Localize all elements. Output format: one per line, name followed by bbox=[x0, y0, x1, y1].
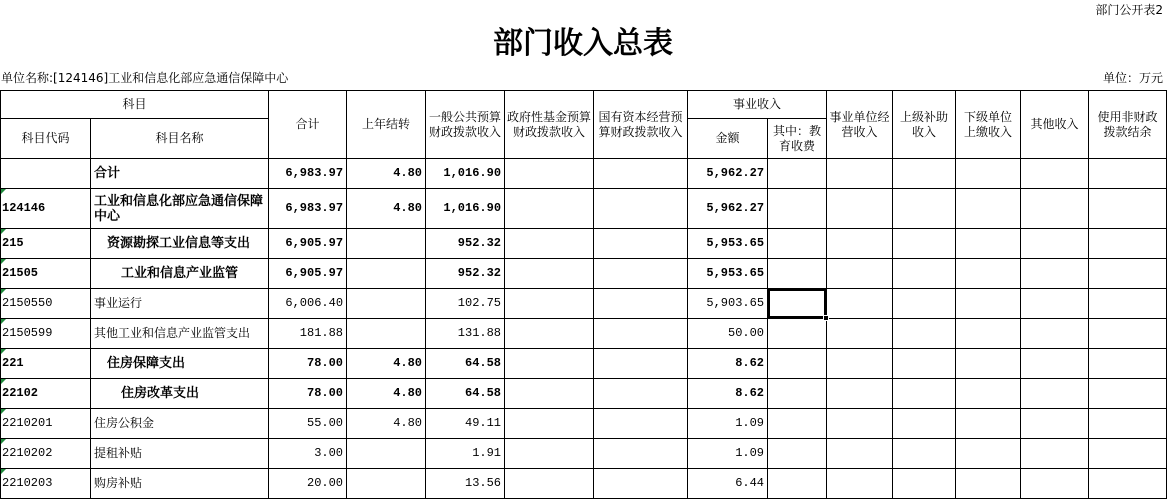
table-row bbox=[1, 439, 1167, 469]
unit-label[interactable]: 单位：万元 bbox=[1102, 71, 1163, 85]
cell-code[interactable]: 2150550 bbox=[1, 289, 91, 319]
cell-other-income[interactable] bbox=[1021, 469, 1089, 499]
header-state-capital[interactable]: 国有资本经营预算财政拨款收入 bbox=[594, 91, 688, 159]
cell-non-fiscal-balance[interactable] bbox=[1089, 259, 1167, 289]
cell-general-budget[interactable]: 131.88 bbox=[426, 319, 505, 349]
cell-other-income[interactable] bbox=[1021, 409, 1089, 439]
cell-business-amount[interactable]: 5,962.27 bbox=[688, 189, 768, 229]
cell-subordinate-turnover[interactable] bbox=[956, 409, 1021, 439]
cell-non-fiscal-balance[interactable] bbox=[1089, 319, 1167, 349]
cell-education-fee[interactable] bbox=[768, 349, 827, 379]
cell-name[interactable]: 工业和信息化部应急通信保障中心 bbox=[91, 189, 269, 229]
header-carryover[interactable]: 上年结转 bbox=[347, 91, 426, 159]
fill-handle[interactable] bbox=[823, 315, 829, 321]
page-title[interactable]: 部门收入总表 bbox=[493, 26, 673, 61]
table-row bbox=[1, 409, 1167, 439]
cell-general-budget[interactable]: 49.11 bbox=[426, 409, 505, 439]
cell-business-amount[interactable]: 5,962.27 bbox=[688, 159, 768, 189]
header-non-fiscal-balance[interactable]: 使用非财政拨款结余 bbox=[1089, 91, 1167, 159]
cell-gov-fund[interactable] bbox=[505, 379, 594, 409]
cell-operating-income[interactable] bbox=[827, 349, 893, 379]
cell-name[interactable]: 合计 bbox=[91, 159, 269, 189]
cell-superior-subsidy[interactable] bbox=[893, 159, 956, 189]
cell-operating-income[interactable] bbox=[827, 229, 893, 259]
cell-subordinate-turnover[interactable] bbox=[956, 189, 1021, 229]
cell-business-amount[interactable]: 6.44 bbox=[688, 469, 768, 499]
cell-education-fee-selected[interactable] bbox=[768, 289, 827, 319]
cell-non-fiscal-balance[interactable] bbox=[1089, 409, 1167, 439]
header-operating-income[interactable]: 事业单位经营收入 bbox=[827, 91, 893, 159]
cell-state-capital[interactable] bbox=[594, 159, 688, 189]
cell-superior-subsidy[interactable] bbox=[893, 379, 956, 409]
cell-state-capital[interactable] bbox=[594, 229, 688, 259]
cell-subordinate-turnover[interactable] bbox=[956, 469, 1021, 499]
header-education-fee[interactable]: 其中：教育收费 bbox=[768, 119, 827, 159]
cell-education-fee[interactable] bbox=[768, 469, 827, 499]
header-business-amount[interactable]: 金额 bbox=[688, 119, 768, 159]
cell-state-capital[interactable] bbox=[594, 409, 688, 439]
cell-non-fiscal-balance[interactable] bbox=[1089, 229, 1167, 259]
cell-carryover[interactable]: 4.80 bbox=[347, 189, 426, 229]
cell-total[interactable]: 6,006.40 bbox=[269, 289, 347, 319]
cell-carryover[interactable] bbox=[347, 289, 426, 319]
header-total[interactable]: 合计 bbox=[269, 91, 347, 159]
cell-total[interactable]: 78.00 bbox=[269, 349, 347, 379]
cell-other-income[interactable] bbox=[1021, 259, 1089, 289]
cell-gov-fund[interactable] bbox=[505, 349, 594, 379]
cell-code[interactable]: 215 bbox=[1, 229, 91, 259]
cell-superior-subsidy[interactable] bbox=[893, 409, 956, 439]
cell-gov-fund[interactable] bbox=[505, 469, 594, 499]
cell-subordinate-turnover[interactable] bbox=[956, 159, 1021, 189]
cell-total[interactable]: 181.88 bbox=[269, 319, 347, 349]
cell-operating-income[interactable] bbox=[827, 289, 893, 319]
cell-education-fee[interactable] bbox=[768, 379, 827, 409]
cell-operating-income[interactable] bbox=[827, 259, 893, 289]
cell-subordinate-turnover[interactable] bbox=[956, 289, 1021, 319]
cell-operating-income[interactable] bbox=[827, 379, 893, 409]
cell-education-fee[interactable] bbox=[768, 159, 827, 189]
table-row bbox=[1, 259, 1167, 289]
cell-carryover[interactable] bbox=[347, 229, 426, 259]
cell-carryover[interactable] bbox=[347, 319, 426, 349]
cell-carryover[interactable] bbox=[347, 259, 426, 289]
cell-other-income[interactable] bbox=[1021, 319, 1089, 349]
cell-business-amount[interactable]: 50.00 bbox=[688, 319, 768, 349]
cell-business-amount[interactable]: 5,953.65 bbox=[688, 259, 768, 289]
cell-state-capital[interactable] bbox=[594, 289, 688, 319]
header-subject-code[interactable]: 科目代码 bbox=[1, 119, 91, 159]
cell-general-budget[interactable]: 64.58 bbox=[426, 349, 505, 379]
cell-state-capital[interactable] bbox=[594, 259, 688, 289]
cell-name[interactable]: 住房公积金 bbox=[91, 409, 269, 439]
unit-name-label[interactable]: 单位名称:[124146]工业和信息化部应急通信保障中心 bbox=[1, 71, 289, 85]
cell-non-fiscal-balance[interactable] bbox=[1089, 439, 1167, 469]
sheet-tag[interactable]: 部门公开表2 bbox=[1095, 3, 1163, 17]
cell-education-fee[interactable] bbox=[768, 319, 827, 349]
cell-code[interactable]: 2150599 bbox=[1, 319, 91, 349]
cell-name[interactable]: 事业运行 bbox=[91, 289, 269, 319]
cell-other-income[interactable] bbox=[1021, 439, 1089, 469]
cell-other-income[interactable] bbox=[1021, 289, 1089, 319]
cell-gov-fund[interactable] bbox=[505, 159, 594, 189]
cell-code[interactable]: 221 bbox=[1, 349, 91, 379]
cell-general-budget[interactable]: 952.32 bbox=[426, 229, 505, 259]
cell-education-fee[interactable] bbox=[768, 229, 827, 259]
cell-state-capital[interactable] bbox=[594, 469, 688, 499]
cell-name[interactable]: 住房改革支出 bbox=[91, 379, 269, 409]
cell-general-budget[interactable]: 102.75 bbox=[426, 289, 505, 319]
cell-total[interactable]: 6,905.97 bbox=[269, 259, 347, 289]
cell-total[interactable]: 78.00 bbox=[269, 379, 347, 409]
cell-education-fee[interactable] bbox=[768, 259, 827, 289]
cell-code[interactable]: 124146 bbox=[1, 189, 91, 229]
cell-total[interactable]: 20.00 bbox=[269, 469, 347, 499]
header-general-budget[interactable]: 一般公共预算财政拨款收入 bbox=[426, 91, 505, 159]
cell-total[interactable]: 55.00 bbox=[269, 409, 347, 439]
cell-education-fee[interactable] bbox=[768, 189, 827, 229]
cell-business-amount[interactable]: 1.09 bbox=[688, 439, 768, 469]
cell-other-income[interactable] bbox=[1021, 379, 1089, 409]
cell-non-fiscal-balance[interactable] bbox=[1089, 349, 1167, 379]
cell-other-income[interactable] bbox=[1021, 159, 1089, 189]
cell-non-fiscal-balance[interactable] bbox=[1089, 379, 1167, 409]
cell-non-fiscal-balance[interactable] bbox=[1089, 189, 1167, 229]
cell-superior-subsidy[interactable] bbox=[893, 259, 956, 289]
cell-gov-fund[interactable] bbox=[505, 409, 594, 439]
cell-gov-fund[interactable] bbox=[505, 439, 594, 469]
cell-name[interactable]: 资源勘探工业信息等支出 bbox=[91, 229, 269, 259]
cell-general-budget[interactable]: 1,016.90 bbox=[426, 189, 505, 229]
cell-subordinate-turnover[interactable] bbox=[956, 229, 1021, 259]
cell-carryover[interactable] bbox=[347, 439, 426, 469]
cell-name[interactable]: 住房保障支出 bbox=[91, 349, 269, 379]
cell-non-fiscal-balance[interactable] bbox=[1089, 159, 1167, 189]
cell-business-amount[interactable]: 5,953.65 bbox=[688, 229, 768, 259]
cell-carryover[interactable] bbox=[347, 469, 426, 499]
cell-operating-income[interactable] bbox=[827, 469, 893, 499]
cell-other-income[interactable] bbox=[1021, 189, 1089, 229]
cell-gov-fund[interactable] bbox=[505, 289, 594, 319]
cell-state-capital[interactable] bbox=[594, 319, 688, 349]
cell-total[interactable]: 6,905.97 bbox=[269, 229, 347, 259]
cell-non-fiscal-balance[interactable] bbox=[1089, 469, 1167, 499]
cell-superior-subsidy[interactable] bbox=[893, 289, 956, 319]
cell-code[interactable] bbox=[1, 159, 91, 189]
cell-general-budget[interactable]: 64.58 bbox=[426, 379, 505, 409]
cell-code[interactable]: 22102 bbox=[1, 379, 91, 409]
cell-operating-income[interactable] bbox=[827, 189, 893, 229]
cell-carryover[interactable]: 4.80 bbox=[347, 379, 426, 409]
cell-gov-fund[interactable] bbox=[505, 189, 594, 229]
cell-subordinate-turnover[interactable] bbox=[956, 379, 1021, 409]
cell-carryover[interactable]: 4.80 bbox=[347, 349, 426, 379]
cell-superior-subsidy[interactable] bbox=[893, 469, 956, 499]
cell-subordinate-turnover[interactable] bbox=[956, 439, 1021, 469]
cell-superior-subsidy[interactable] bbox=[893, 189, 956, 229]
cell-business-amount[interactable]: 8.62 bbox=[688, 349, 768, 379]
cell-operating-income[interactable] bbox=[827, 409, 893, 439]
header-other-income[interactable]: 其他收入 bbox=[1021, 91, 1089, 159]
cell-code[interactable]: 2210201 bbox=[1, 409, 91, 439]
cell-state-capital[interactable] bbox=[594, 349, 688, 379]
table-row bbox=[1, 189, 1167, 229]
header-business-income[interactable]: 事业收入 bbox=[688, 91, 827, 119]
cell-general-budget[interactable]: 1,016.90 bbox=[426, 159, 505, 189]
cell-education-fee[interactable] bbox=[768, 409, 827, 439]
cell-carryover[interactable]: 4.80 bbox=[347, 409, 426, 439]
table-row bbox=[1, 229, 1167, 259]
table-row bbox=[1, 319, 1167, 349]
cell-business-amount[interactable]: 1.09 bbox=[688, 409, 768, 439]
cell-subordinate-turnover[interactable] bbox=[956, 259, 1021, 289]
cell-total[interactable]: 6,983.97 bbox=[269, 189, 347, 229]
cell-subordinate-turnover[interactable] bbox=[956, 319, 1021, 349]
cell-name[interactable]: 其他工业和信息产业监管支出 bbox=[91, 319, 269, 349]
cell-general-budget[interactable]: 1.91 bbox=[426, 439, 505, 469]
cell-state-capital[interactable] bbox=[594, 189, 688, 229]
header-subject-name[interactable]: 科目名称 bbox=[91, 119, 269, 159]
cell-carryover[interactable]: 4.80 bbox=[347, 159, 426, 189]
cell-code[interactable]: 2210202 bbox=[1, 439, 91, 469]
cell-superior-subsidy[interactable] bbox=[893, 439, 956, 469]
cell-education-fee[interactable] bbox=[768, 439, 827, 469]
cell-code[interactable]: 2210203 bbox=[1, 469, 91, 499]
cell-superior-subsidy[interactable] bbox=[893, 229, 956, 259]
cell-total[interactable]: 6,983.97 bbox=[269, 159, 347, 189]
cell-gov-fund[interactable] bbox=[505, 319, 594, 349]
cell-operating-income[interactable] bbox=[827, 439, 893, 469]
cell-superior-subsidy[interactable] bbox=[893, 319, 956, 349]
cell-name[interactable]: 工业和信息产业监管 bbox=[91, 259, 269, 289]
cell-gov-fund[interactable] bbox=[505, 229, 594, 259]
header-subordinate-turnover[interactable]: 下级单位上缴收入 bbox=[956, 91, 1021, 159]
header-superior-subsidy[interactable]: 上级补助收入 bbox=[893, 91, 956, 159]
cell-code[interactable]: 21505 bbox=[1, 259, 91, 289]
cell-other-income[interactable] bbox=[1021, 349, 1089, 379]
cell-other-income[interactable] bbox=[1021, 229, 1089, 259]
cell-name[interactable]: 购房补贴 bbox=[91, 469, 269, 499]
header-subject[interactable]: 科目 bbox=[1, 91, 269, 119]
cell-subordinate-turnover[interactable] bbox=[956, 349, 1021, 379]
cell-non-fiscal-balance[interactable] bbox=[1089, 289, 1167, 319]
table-row bbox=[1, 349, 1167, 379]
cell-general-budget[interactable]: 952.32 bbox=[426, 259, 505, 289]
cell-name[interactable]: 提租补贴 bbox=[91, 439, 269, 469]
cell-gov-fund[interactable] bbox=[505, 259, 594, 289]
cell-operating-income[interactable] bbox=[827, 319, 893, 349]
table-row bbox=[1, 289, 1167, 319]
header-gov-fund[interactable]: 政府性基金预算财政拨款收入 bbox=[505, 91, 594, 159]
cell-state-capital[interactable] bbox=[594, 379, 688, 409]
cell-business-amount[interactable]: 5,903.65 bbox=[688, 289, 768, 319]
table-row bbox=[1, 469, 1167, 499]
table-row bbox=[1, 379, 1167, 409]
table-row bbox=[1, 159, 1167, 189]
cell-operating-income[interactable] bbox=[827, 159, 893, 189]
cell-state-capital[interactable] bbox=[594, 439, 688, 469]
cell-total[interactable]: 3.00 bbox=[269, 439, 347, 469]
header-row-1 bbox=[1, 91, 1167, 119]
cell-general-budget[interactable]: 13.56 bbox=[426, 469, 505, 499]
income-summary-table bbox=[0, 90, 1167, 499]
cell-superior-subsidy[interactable] bbox=[893, 349, 956, 379]
cell-business-amount[interactable]: 8.62 bbox=[688, 379, 768, 409]
